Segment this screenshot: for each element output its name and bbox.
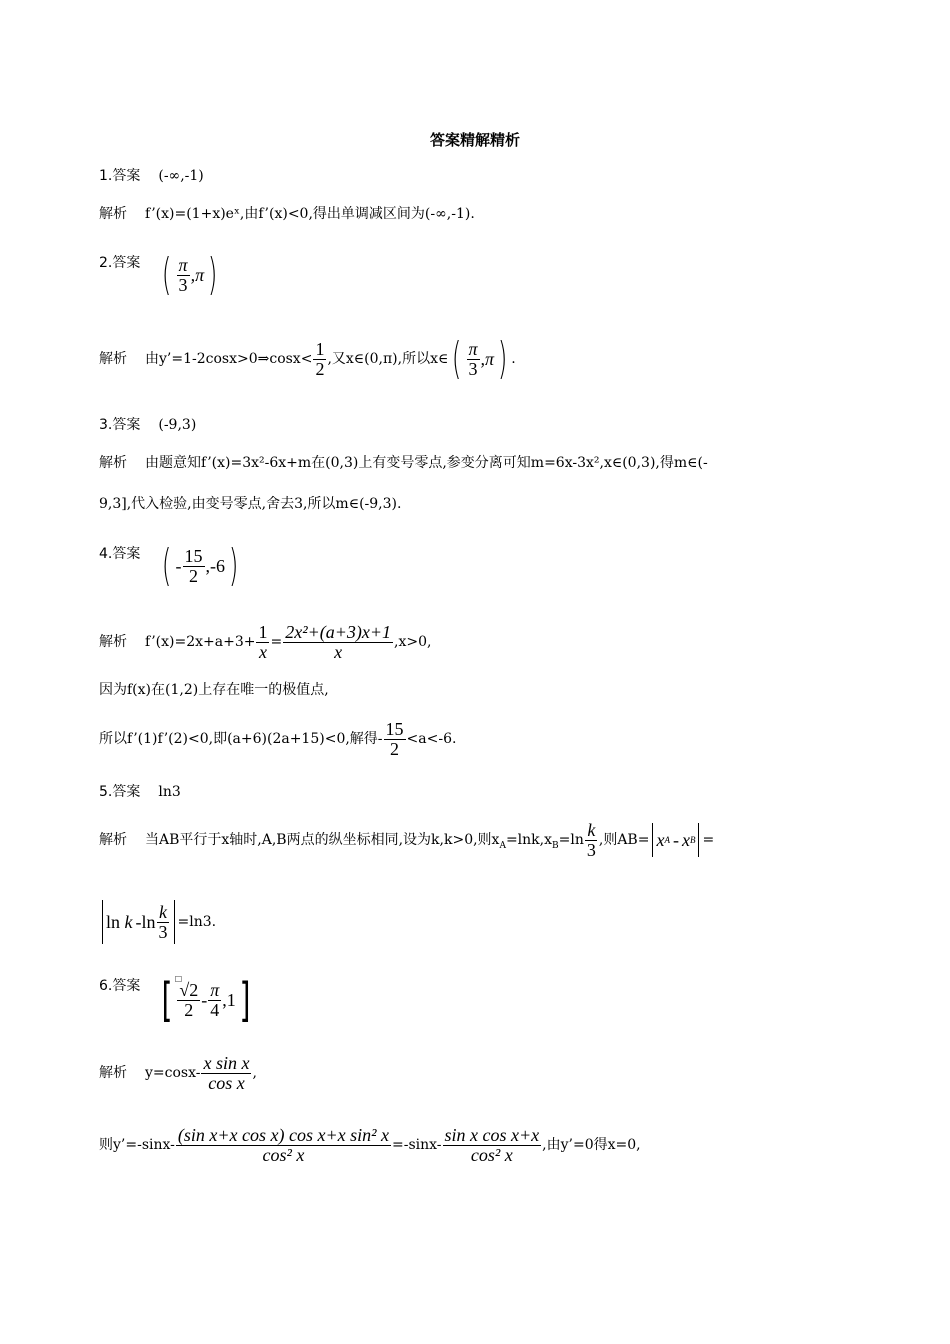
equals-sign: = — [270, 634, 283, 650]
ln-text: ln — [106, 912, 121, 932]
fraction-denominator: 2 — [390, 738, 400, 759]
abs-x: x — [681, 830, 690, 850]
fraction-numerator: (sin x+x cos x) cos x+x sin² x — [177, 1124, 390, 1145]
sqrt-two: √2 — [179, 979, 199, 1000]
q6-label: 6.答案 — [99, 978, 141, 994]
fraction-denominator: 2 — [184, 999, 194, 1020]
q4-answer-math — [158, 540, 242, 591]
fraction-denominator: 2 — [189, 565, 199, 586]
abs-x: x — [656, 830, 665, 850]
q5-answer: ln3 — [158, 784, 181, 800]
derivative-simplified-fraction — [443, 1126, 542, 1165]
q1-analysis-label: 解析 — [99, 206, 127, 222]
analysis-tail: , — [252, 1065, 257, 1081]
fraction-numerator — [175, 973, 200, 1001]
minus-ln: -ln — [135, 912, 156, 932]
right-paren: ) — [207, 249, 218, 300]
q6-line2-tail: ,由y’=0得x=0, — [542, 1137, 641, 1153]
fraction-numerator: 15 — [184, 545, 203, 566]
abs-difference — [649, 817, 702, 863]
q5-analysis-line2 — [99, 897, 216, 947]
minus-sign: - — [201, 990, 208, 1010]
fraction-numerator: 1 — [315, 338, 325, 359]
q5-label: 5.答案 — [99, 784, 141, 800]
q3-answer-line — [99, 416, 196, 434]
period: . — [511, 351, 516, 367]
q6-analysis-label: 解析 — [99, 1065, 127, 1081]
k-over-3-fraction — [157, 903, 170, 942]
fraction-numerator: π — [468, 338, 478, 359]
q1-label: 1.答案 — [99, 168, 141, 184]
one-over-x-fraction — [256, 623, 269, 662]
subscript-a: A — [499, 840, 506, 851]
q6-answer-math — [158, 975, 253, 1025]
abs-bar-left — [652, 823, 653, 857]
left-paren: ( — [162, 249, 172, 300]
q2-interval-fraction — [467, 340, 480, 379]
q5-analysis-mid1: =lnk,x — [505, 832, 553, 848]
equals-sign: = — [702, 832, 715, 848]
abs-bar-right — [174, 900, 175, 944]
q6-line2-pre: 则y’=-sinx- — [99, 1137, 175, 1153]
fifteen-halves-fraction — [384, 720, 406, 759]
fraction-numerator: k — [587, 819, 596, 840]
fraction-denominator: 3 — [158, 921, 168, 942]
fraction-numerator: 15 — [385, 718, 404, 739]
left-bracket: [ — [161, 973, 173, 1027]
q1-analysis-line — [99, 205, 475, 223]
fraction-numerator: x sin x — [203, 1052, 250, 1073]
fraction-denominator: 3 — [586, 839, 596, 860]
answer-tail: ,-6 — [205, 556, 226, 576]
q6-line2-mid: =-sinx- — [392, 1137, 442, 1153]
fraction-denominator: 4 — [210, 999, 220, 1020]
fraction-numerator: k — [159, 901, 168, 922]
q3-analysis-label: 解析 — [99, 455, 127, 471]
abs-log-difference — [99, 897, 178, 947]
fraction-denominator: cos² x — [262, 1144, 305, 1165]
q5-line2-tail: =ln3. — [177, 914, 217, 930]
fraction-denominator: 3 — [468, 358, 478, 379]
q2-analysis-label: 解析 — [99, 351, 127, 367]
q6-answer-line — [99, 975, 254, 1025]
analysis-tail: <a<-6. — [406, 731, 457, 747]
q6-analysis-line — [99, 1050, 257, 1096]
q2-analysis-math — [448, 333, 511, 384]
q6-analysis-pre: y=cosx- — [145, 1065, 201, 1081]
right-paren: ) — [228, 540, 239, 591]
abs-sub-a: A — [664, 835, 670, 845]
q5-answer-line — [99, 783, 181, 801]
analysis-tail: ,x>0, — [394, 634, 432, 650]
q1-answer: (-∞,-1) — [158, 168, 204, 184]
left-paren: ( — [452, 333, 462, 384]
fraction-numerator: sin x cos x+x — [444, 1124, 540, 1145]
q4-analysis-pre: f’(x)=2x+a+3+ — [145, 634, 256, 650]
q4-analysis-line3 — [99, 716, 456, 762]
q2-analysis-line — [99, 333, 516, 384]
k-var: k — [124, 912, 133, 932]
abs-sub-b: B — [689, 835, 696, 845]
derivative-fraction — [283, 623, 393, 662]
fraction-denominator: cos x — [208, 1072, 245, 1093]
fraction-denominator: x — [258, 641, 267, 662]
q4-label: 4.答案 — [99, 546, 141, 562]
fraction-denominator: x — [334, 641, 343, 662]
fraction-denominator: cos² x — [470, 1144, 513, 1165]
minus-sign: - — [175, 556, 182, 576]
q3-analysis-line1 — [99, 454, 708, 472]
right-bracket: ] — [239, 973, 251, 1027]
q3-analysis-text2: 9,3],代入检验,由变号零点,舍去3,所以m∈(-9,3). — [99, 496, 402, 512]
q4-analysis-label: 解析 — [99, 634, 127, 650]
q4-analysis-line2 — [99, 681, 329, 699]
q4-analysis-line — [99, 619, 431, 665]
fraction-numerator: 2x²+(a+3)x+1 — [285, 621, 392, 642]
answer-tail: ,1 — [222, 990, 236, 1010]
q3-answer: (-9,3) — [158, 417, 197, 433]
q5-analysis-mid3: ,则AB= — [598, 832, 650, 848]
half-fraction — [313, 340, 326, 379]
q1-answer-line — [99, 167, 204, 185]
fraction-numerator: π — [210, 979, 220, 1000]
interval-tail: ,π — [480, 349, 495, 369]
abs-bar-right — [698, 823, 699, 857]
q3-analysis-line2 — [99, 495, 401, 513]
page-title: 答案精解精析 — [429, 131, 520, 149]
abs-bar-left — [102, 900, 103, 944]
subscript-b: B — [552, 840, 559, 851]
root-placeholder: □ — [175, 973, 182, 985]
q2-answer-line — [99, 249, 221, 300]
sqrt2-over-2-fraction — [175, 973, 200, 1020]
q3-label: 3.答案 — [99, 417, 141, 433]
q6-analysis-line2 — [99, 1122, 641, 1168]
q2-analysis-mid: ,又x∈(0,π),所以x∈ — [327, 351, 449, 367]
fraction-denominator: 3 — [178, 274, 188, 295]
q1-analysis-text: f’(x)=(1+x)eˣ,由f’(x)<0,得出单调减区间为(-∞,-1). — [145, 206, 475, 222]
q2-answer-fraction — [177, 256, 190, 295]
left-paren: ( — [162, 540, 172, 591]
q2-answer-math — [158, 249, 221, 300]
q5-analysis-mid2: =ln — [558, 832, 584, 848]
right-paren: ) — [497, 333, 508, 384]
q3-analysis-text1: 由题意知f’(x)=3x²-6x+m在(0,3)上有变号零点,参变分离可知m=6x-3x²,x∈(0,3),得m∈(- — [145, 455, 708, 471]
q4-analysis-text2: 因为f(x)在(1,2)上存在唯一的极值点, — [99, 682, 329, 698]
q4-analysis-text3: 所以f’(1)f’(2)<0,即(a+6)(2a+15)<0,解得- — [99, 731, 383, 747]
q5-analysis-pre: 当AB平行于x轴时,A,B两点的纵坐标相同,设为k,k>0,则x — [145, 832, 500, 848]
pi-over-4-fraction — [208, 981, 221, 1020]
derivative-long-fraction — [176, 1126, 391, 1165]
fraction-numerator: 1 — [258, 621, 268, 642]
q2-analysis-pre: 由y’=1-2cosx>0⇒cosx< — [145, 351, 313, 367]
q5-analysis-line — [99, 817, 714, 869]
fraction-denominator: 2 — [315, 358, 325, 379]
k-over-3-fraction — [585, 821, 598, 860]
q2-label: 2.答案 — [99, 255, 141, 271]
xsinx-over-cosx-fraction — [201, 1054, 251, 1093]
q4-answer-fraction — [183, 547, 205, 586]
abs-minus: - — [672, 830, 679, 850]
q4-answer-line — [99, 540, 242, 591]
q5-analysis-label: 解析 — [99, 832, 127, 848]
answer-tail: ,π — [190, 265, 205, 285]
fraction-numerator: π — [178, 254, 188, 275]
